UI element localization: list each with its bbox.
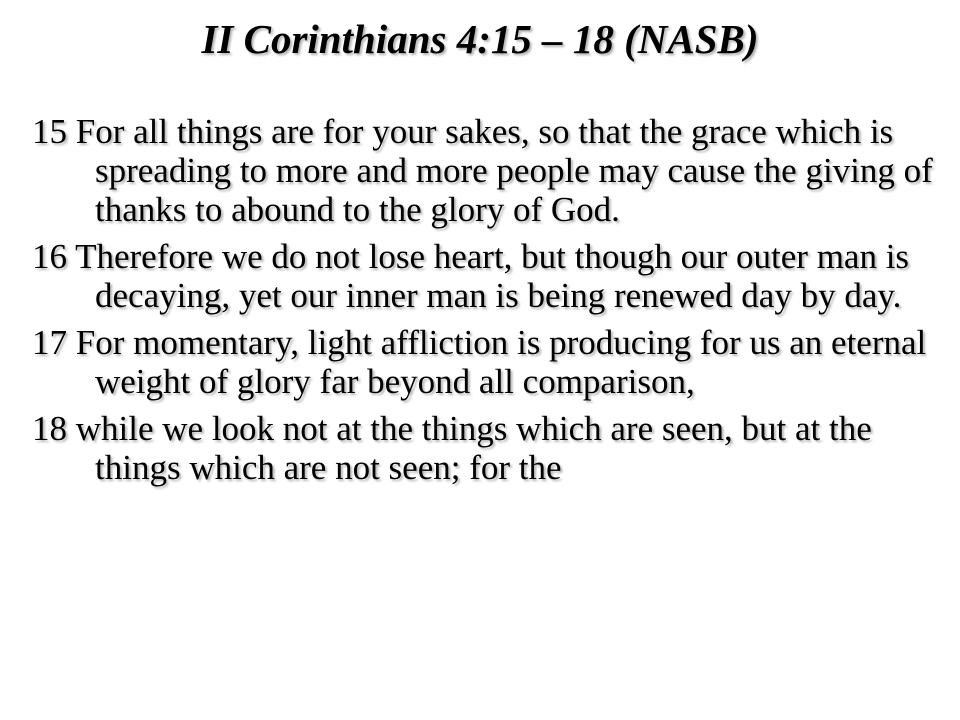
verse-18: 18 while we look not at the things which are seen, but at the things which are not seen; for the <box>32 409 872 487</box>
verse-17: 17 For momentary, light affliction is producing for us an eternal weight of glory far beyond all comparison, <box>32 323 927 401</box>
verse-15: 15 For all things are for your sakes, so that the grace which is spreading to more and more people may cause the giving of thanks to abound to the glory of God. <box>32 112 933 229</box>
verse-16: 16 Therefore we do not lose heart, but though our outer man is decaying, yet our inner man is being renewed day by day. <box>32 237 910 315</box>
slide-title: II Corinthians 4:15 – 18 (NASB) <box>201 16 759 62</box>
verse-list <box>32 112 942 495</box>
